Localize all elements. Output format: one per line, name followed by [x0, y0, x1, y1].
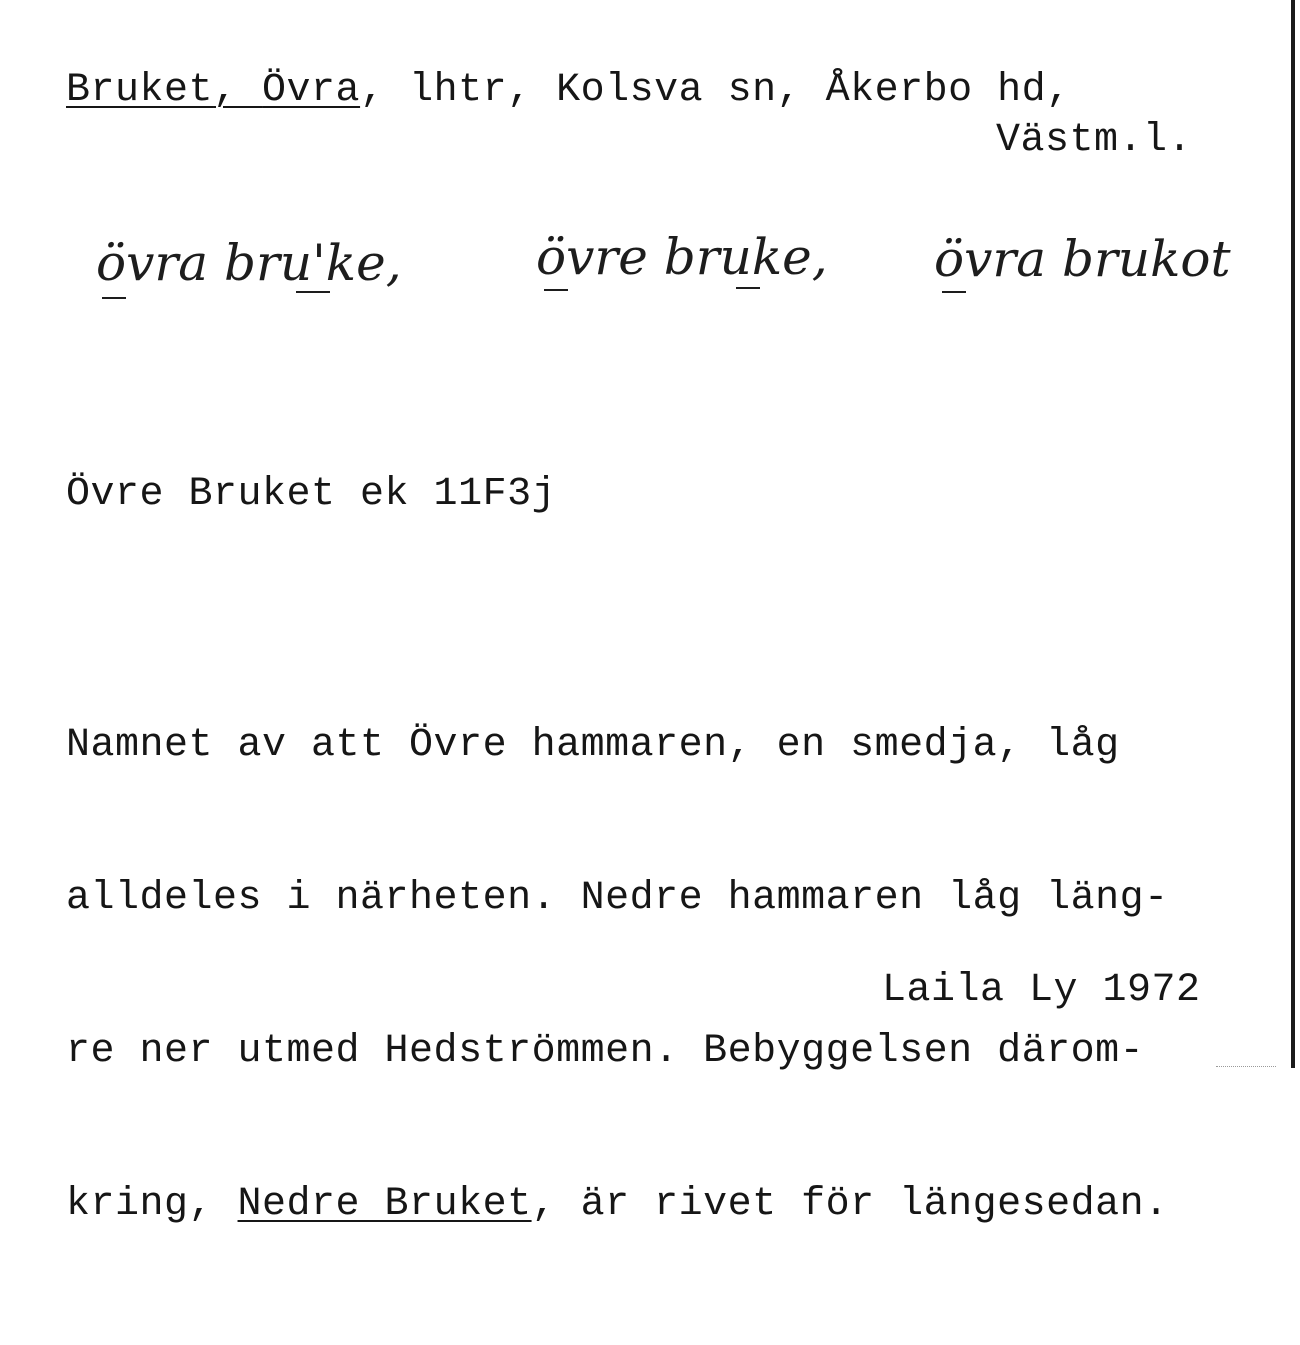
place-name-underlined: Bruket, Övra: [66, 68, 361, 113]
card-edge-dots: [1216, 1066, 1276, 1067]
pronunciation-2: övre bruke,: [536, 228, 828, 286]
paragraph-line: alldeles i närheten. Nedre hammaren låg läng-: [66, 876, 1169, 921]
paragraph-line: kring, Nedre Bruket, är rivet för längesedan.: [66, 1182, 1169, 1227]
underlined-place-name: Nedre Bruket: [237, 1182, 532, 1227]
handwritten-pronunciations: [96, 222, 1256, 312]
paragraph-line: Namnet av att Övre hammaren, en smedja, låg: [66, 723, 1120, 768]
place-heading: [66, 66, 1071, 116]
card-edge-border: [1291, 0, 1295, 1068]
paragraph-line: re ner utmed Hedströmmen. Bebyggelsen därom-: [66, 1029, 1145, 1074]
reference-line: Övre Bruket ek 11F3j: [66, 472, 557, 517]
place-heading-continuation: Västm.l.: [995, 118, 1192, 163]
place-details: , lhtr, Kolsva sn, Åkerbo hd,: [360, 68, 1071, 113]
pronunciation-1: övra bru'ke,: [96, 234, 402, 292]
signature-line: Laila Ly 1972: [882, 968, 1201, 1013]
pronunciation-3: övra brukot: [934, 230, 1231, 288]
